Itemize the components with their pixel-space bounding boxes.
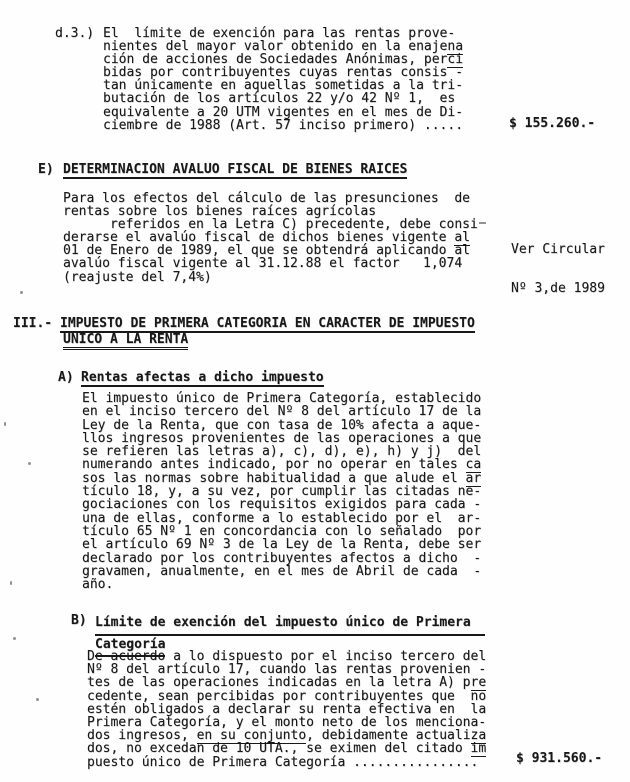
underlined-text-segment: re: [470, 675, 487, 691]
text-segment: gravamen, anualmente, en el mes de Abril de cada -: [82, 563, 482, 579]
underlined-text-segment: en su conjunto: [196, 728, 307, 744]
text-segment: gociaciones con los requisitos exigidos para cada -: [82, 497, 482, 513]
text-line: [82, 419, 481, 432]
scan-noise-dot: [20, 291, 23, 294]
text-segment: ción de acciones de Sociedades Anónimas, per: [103, 52, 448, 68]
text-line: [63, 271, 478, 284]
text-segment: referidos en la Letra C) precedente, debe consi: [63, 217, 478, 233]
scan-noise-dot: [36, 698, 39, 701]
text-line: [63, 333, 475, 350]
text-line: [82, 445, 481, 458]
underlined-text-segment: ar: [465, 470, 482, 486]
text-segment: declarado por los contribuyentes afectos a dicho -: [82, 550, 482, 566]
text-line: [81, 371, 324, 387]
scan-noise-dot: [28, 462, 31, 465]
text-segment: Rentas afectas a dicho impuesto: [81, 371, 324, 387]
text-segment: Categoría: [95, 636, 165, 658]
text-segment: tículo 18, y, a su vez, por cumplir las citadas ne-: [82, 484, 482, 500]
text-line: [82, 432, 481, 445]
text-segment: estén obligados a declarar su renta efectiva en la: [87, 701, 487, 717]
text-line: [82, 405, 481, 418]
text-segment: Ley de la Renta, que con tasa de 10% afecta a aque-: [82, 417, 482, 433]
section-a-paragraph: [82, 392, 481, 591]
text-line: [103, 119, 463, 132]
underlined-text-segment: ci: [447, 52, 464, 68]
text-segment: equivalente a 20 UTM vigentes en el mes de Di-: [103, 104, 464, 120]
circular-reference-note: [511, 217, 605, 322]
text-segment: cedente, sean percibidas por contribuyentes que no: [87, 688, 487, 704]
text-segment: El límite de exención para las rentas prove-: [103, 26, 456, 41]
text-segment: tan únicamente en aquellas sometidas a la tri-: [103, 78, 464, 94]
text-segment: De acuerdo a lo dispuesto por el inciso tercero del: [87, 649, 487, 664]
text-segment: Primera Categoría, y el monto neto de los menciona-: [87, 715, 487, 731]
text-line: [82, 472, 481, 485]
section-b-paragraph: [87, 650, 486, 769]
section-iii-label: III.-: [13, 316, 53, 331]
text-line: [82, 552, 481, 565]
text-line: [82, 458, 481, 471]
text-segment: UNICO A LA RENTA: [63, 333, 188, 350]
text-line: [82, 392, 481, 405]
section-iii-heading: [13, 316, 475, 350]
scan-noise-dot: [10, 581, 12, 585]
underlined-text-segment: im: [470, 741, 487, 757]
text-segment: (reajuste del 7,4%): [63, 269, 212, 285]
text-line: [82, 565, 481, 578]
clause-d3-label: d.3.): [55, 26, 95, 41]
amount-exemption-limit: $ 931.560.-: [516, 751, 603, 766]
text-segment: dos ingresos,: [87, 728, 197, 744]
text-line: [82, 485, 481, 498]
scan-noise-dot: [4, 422, 6, 426]
text-segment: IMPUESTO DE PRIMERA CATEGORIA EN CARACTER DE IMPUESTO: [60, 317, 475, 333]
clause-d3: [55, 26, 464, 133]
text-segment: numerando antes indicado, por no operar en tales: [82, 457, 466, 473]
text-segment: butación de los artículos 22 y/o 42 Nº 1, es: [103, 91, 456, 107]
section-e-heading: [38, 162, 408, 179]
scan-noise-dot: [13, 637, 16, 640]
text-segment: 01 de Enero de 1989, el que se obtendrá aplicando al: [63, 243, 470, 259]
text-segment: una de ellas, conforme a lo establecido por el ar-: [82, 510, 482, 526]
text-segment: sos las normas sobre habitualidad a que alude el: [82, 470, 466, 486]
circular-note-line2: Nº 3,de 1989: [511, 281, 605, 297]
text-segment: El impuesto único de Primera Categoría, establecido: [82, 391, 482, 406]
text-segment: rentas sobre los bienes raíces agrícolas: [63, 204, 377, 220]
text-segment: DETERMINACION AVALUO FISCAL DE BIENES RAICES: [63, 163, 407, 179]
text-line: [82, 512, 481, 525]
text-line: [63, 163, 407, 179]
text-segment: ciembre de 1988 (Art. 57 inciso primero) .....: [103, 117, 464, 133]
text-segment: dos, no excedan de 10 UTA., se eximen del citado: [87, 741, 471, 757]
text-segment: derarse el avalúo fiscal de dichos bienes vigente: [63, 230, 455, 246]
underlined-text-segment: na: [447, 39, 464, 55]
text-segment: Nº 8 del artículo 17, cuando las rentas provenien -: [87, 662, 487, 678]
section-a-label: A): [58, 370, 74, 385]
text-line: [60, 317, 475, 333]
text-segment: bidas por contribuyentes cuyas rentas consis -: [103, 65, 464, 81]
text-line: [82, 525, 481, 538]
text-line: [95, 614, 485, 636]
text-segment: , debidamente actuali: [306, 728, 471, 744]
text-segment: Para los efectos del cálculo de las presunciones de: [63, 191, 470, 206]
scan-noise-dash: [479, 222, 486, 224]
text-segment: nientes del mayor valor obtenido en la enaje: [103, 39, 448, 55]
text-segment: el artículo 69 Nº 3 de la Ley de la Renta, debe ser: [82, 537, 482, 553]
underlined-text-segment: za: [470, 728, 487, 744]
text-segment: tículo 65 Nº 1 en concordancia con lo señalado por: [82, 523, 482, 539]
text-line: [87, 756, 486, 769]
underlined-text-segment: ca: [465, 457, 482, 473]
text-line: [82, 538, 481, 551]
amount-exemption-shares: $ 155.260.-: [509, 116, 596, 131]
text-segment: Límite de exención del impuesto único de Primera: [95, 614, 485, 636]
section-e-paragraph: [63, 192, 478, 284]
text-segment: puesto único de Primera Categoría ................: [87, 754, 479, 770]
text-line: [82, 498, 481, 511]
text-segment: en el inciso tercero del Nº 8 del artículo 17 de la: [82, 404, 482, 420]
text-segment: tes de las operaciones indicadas en la letra A) p: [87, 675, 471, 691]
text-segment: llos ingresos provenientes de las operaciones a que: [82, 430, 482, 446]
section-e-label: E): [38, 162, 54, 177]
section-a-heading: [58, 370, 324, 387]
underlined-text-segment: al: [454, 230, 470, 246]
text-segment: avalúo fiscal vigente al 31.12.88 el factor 1,074: [63, 256, 463, 272]
text-segment: se refieren las letras a), c), d), e), h) y j) del: [82, 444, 482, 460]
text-segment: año.: [82, 577, 114, 593]
text-line: [82, 578, 481, 591]
circular-note-line1: Ver Circular: [511, 242, 605, 258]
section-b-label: B): [71, 613, 87, 628]
